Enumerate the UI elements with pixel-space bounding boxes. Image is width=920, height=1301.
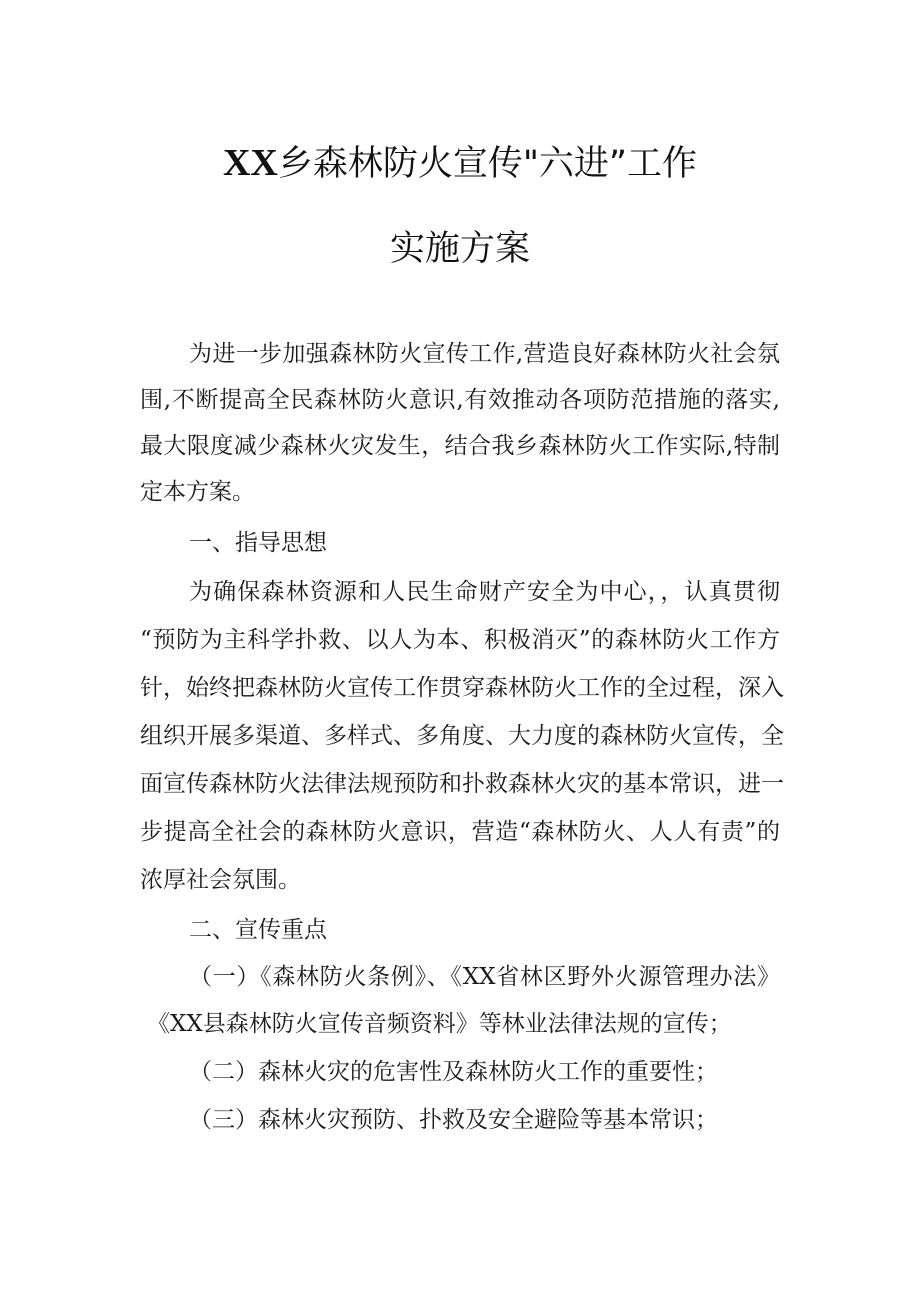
title-rest: 乡森林防火宣传"六进”工作: [277, 144, 698, 184]
intro-line: 定本方案。: [140, 479, 255, 505]
section-heading: 二、宣传重点: [189, 917, 327, 943]
intro-line: 最大限度减少森林火灾发生，结合我乡森林防火工作实际,特制: [140, 433, 780, 459]
list-item: （一）《森林防火条例》、《XX省林区野外火源管理办法》: [189, 964, 780, 990]
list-item: （二）森林火灾的危害性及森林防火工作的重要性；: [189, 1059, 718, 1085]
intro-line: 为进一步加强森林防火宣传工作,营造良好森林防火社会氛: [189, 341, 780, 367]
body-line: 浓厚社会氛围。: [140, 867, 301, 893]
document-title: [0, 143, 920, 184]
section-heading: 一、指导思想: [189, 530, 327, 556]
list-item: （三）森林火灾预防、扑救及安全避险等基本常识；: [189, 1107, 718, 1133]
body-line: 面宣传森林防火法律法规预防和扑救森林火灾的基本常识，进一: [140, 771, 784, 797]
list-item: 《XX县森林防火宣传音频资料》等林业法律法规的宣传；: [147, 1011, 732, 1037]
body-line: 针，始终把森林防火宣传工作贯穿森林防火工作的全过程，深入: [140, 675, 784, 701]
body-line: 为确保森林资源和人民生命财产安全为中心，，认真贯彻: [189, 579, 780, 605]
document-subtitle: 实施方案: [389, 229, 530, 269]
title-lead: XX: [222, 142, 278, 184]
body-line: 组织开展多渠道、多样式、多角度、大力度的森林防火宣传，全: [140, 723, 784, 749]
body-line: “预防为主科学扑救、以人为本、积极消灭”的森林防火工作方: [140, 627, 780, 653]
intro-line: 围,不断提高全民森林防火意识,有效推动各项防范措施的落实,: [140, 387, 780, 413]
body-line: 步提高全社会的森林防火意识，营造“森林防火、人人有责”的: [140, 819, 780, 845]
